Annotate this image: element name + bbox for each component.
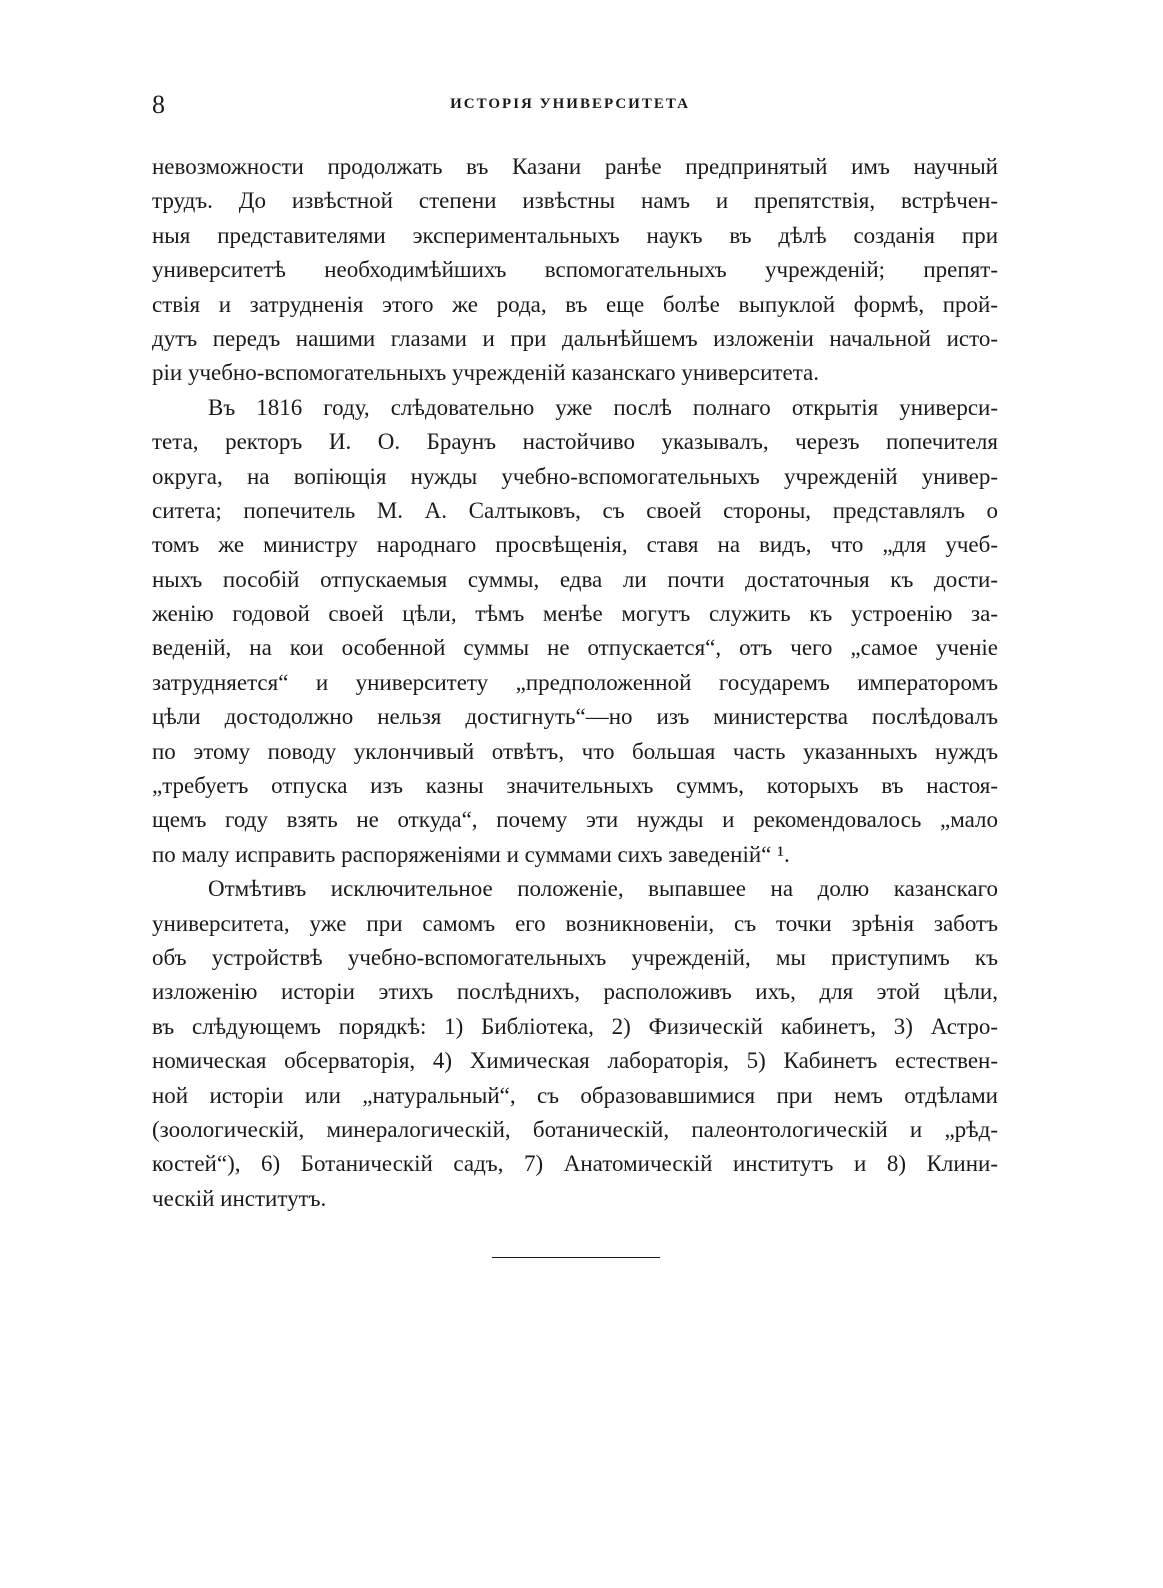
text-line: ріи учебно-вспомогательныхъ учрежденій казанскаго университета. <box>152 360 819 386</box>
text-line: томъ же министру народнаго просвѣщенія, ставя на видъ, что „для учеб- <box>152 532 998 558</box>
text-line: ствія и затрудненія этого же рода, въ еще болѣе выпуклой формѣ, прой- <box>152 291 998 317</box>
text-line: невозможности продолжать въ Казани ранѣе предпринятый имъ научный <box>152 154 998 179</box>
body-text <box>152 150 998 1216</box>
paragraph-3 <box>152 872 998 1216</box>
text-line: дутъ передъ нашими глазами и при дальнѣйшемъ изложеніи начальной исто- <box>152 325 998 351</box>
text-line: трудъ. До извѣстной степени извѣстны намъ и препятствія, встрѣчен- <box>152 188 998 214</box>
text-line: затрудняется“ и университету „предположенной государемъ императоромъ <box>152 669 998 695</box>
text-line: „требуетъ отпуска изъ казны значительныхъ суммъ, которыхъ въ настоя- <box>152 773 998 799</box>
text-line: Отмѣтивъ исключительное положеніе, выпавшее на долю казанскаго <box>208 876 998 902</box>
text-line: изложенію исторіи этихъ послѣднихъ, расположивъ ихъ, для этой цѣли, <box>152 979 998 1005</box>
text-line: ныхъ пособій отпускаемыя суммы, едва ли почти достаточныя къ дости- <box>152 566 998 592</box>
section-end-rule <box>492 1257 660 1258</box>
text-line: цѣли достодолжно нельзя достигнуть“—но изъ министерства послѣдовалъ <box>152 704 998 730</box>
text-line: ной исторіи или „натуральный“, съ образовавшимися при немъ отдѣлами <box>152 1082 998 1108</box>
text-line: по этому поводу уклончивый отвѣтъ, что большая часть указанныхъ нуждъ <box>152 738 998 764</box>
text-line: въ слѣдующемъ порядкѣ: 1) Библіотека, 2) Физическій кабинетъ, 3) Астро- <box>152 1013 998 1039</box>
text-line: женію годовой своей цѣли, тѣмъ менѣе могутъ служить къ устроенію за- <box>152 601 998 627</box>
text-line: костей“), 6) Ботаническій садъ, 7) Анатомическій институтъ и 8) Клини- <box>152 1151 998 1177</box>
text-line: щемъ году взять не откуда“, почему эти нужды и рекомендовалось „мало <box>152 807 998 833</box>
text-line: ческій институтъ. <box>152 1185 327 1211</box>
running-title: ИСТОРІЯ УНИВЕРСИТЕТА <box>450 96 690 112</box>
text-line: университета, уже при самомъ его возникновеніи, съ точки зрѣнія заботъ <box>152 910 998 936</box>
paragraph-1 <box>152 150 998 391</box>
text-line: веденій, на кои особенной суммы не отпускается“, отъ чего „самое ученіе <box>152 635 998 661</box>
page-number: 8 <box>152 90 165 119</box>
text-line: университетѣ необходимѣйшихъ вспомогательныхъ учрежденій; препят- <box>152 257 998 283</box>
text-line: объ устройствѣ учебно-вспомогательныхъ учрежденій, мы приступимъ къ <box>152 944 998 970</box>
text-line: номическая обсерваторія, 4) Химическая лабораторія, 5) Кабинетъ естествен- <box>152 1048 998 1074</box>
text-line: тета, ректоръ И. О. Браунъ настойчиво указывалъ, черезъ попечителя <box>152 429 998 455</box>
text-line: округа, на вопіющія нужды учебно-вспомогательныхъ учрежденій универ- <box>152 463 998 489</box>
text-line: ныя представителями экспериментальныхъ наукъ въ дѣлѣ созданія при <box>152 222 998 248</box>
paragraph-2 <box>152 391 998 872</box>
text-line: ситета; попечитель М. А. Салтыковъ, съ своей стороны, представлялъ о <box>152 497 998 523</box>
text-line: по малу исправить распоряженіями и суммами сихъ заведеній“ ¹. <box>152 841 790 867</box>
text-line: (зоологическій, минералогическій, ботаническій, палеонтологическій и „рѣд- <box>152 1116 998 1142</box>
text-line: Въ 1816 году, слѣдовательно уже послѣ полнаго открытія универси- <box>208 394 998 420</box>
